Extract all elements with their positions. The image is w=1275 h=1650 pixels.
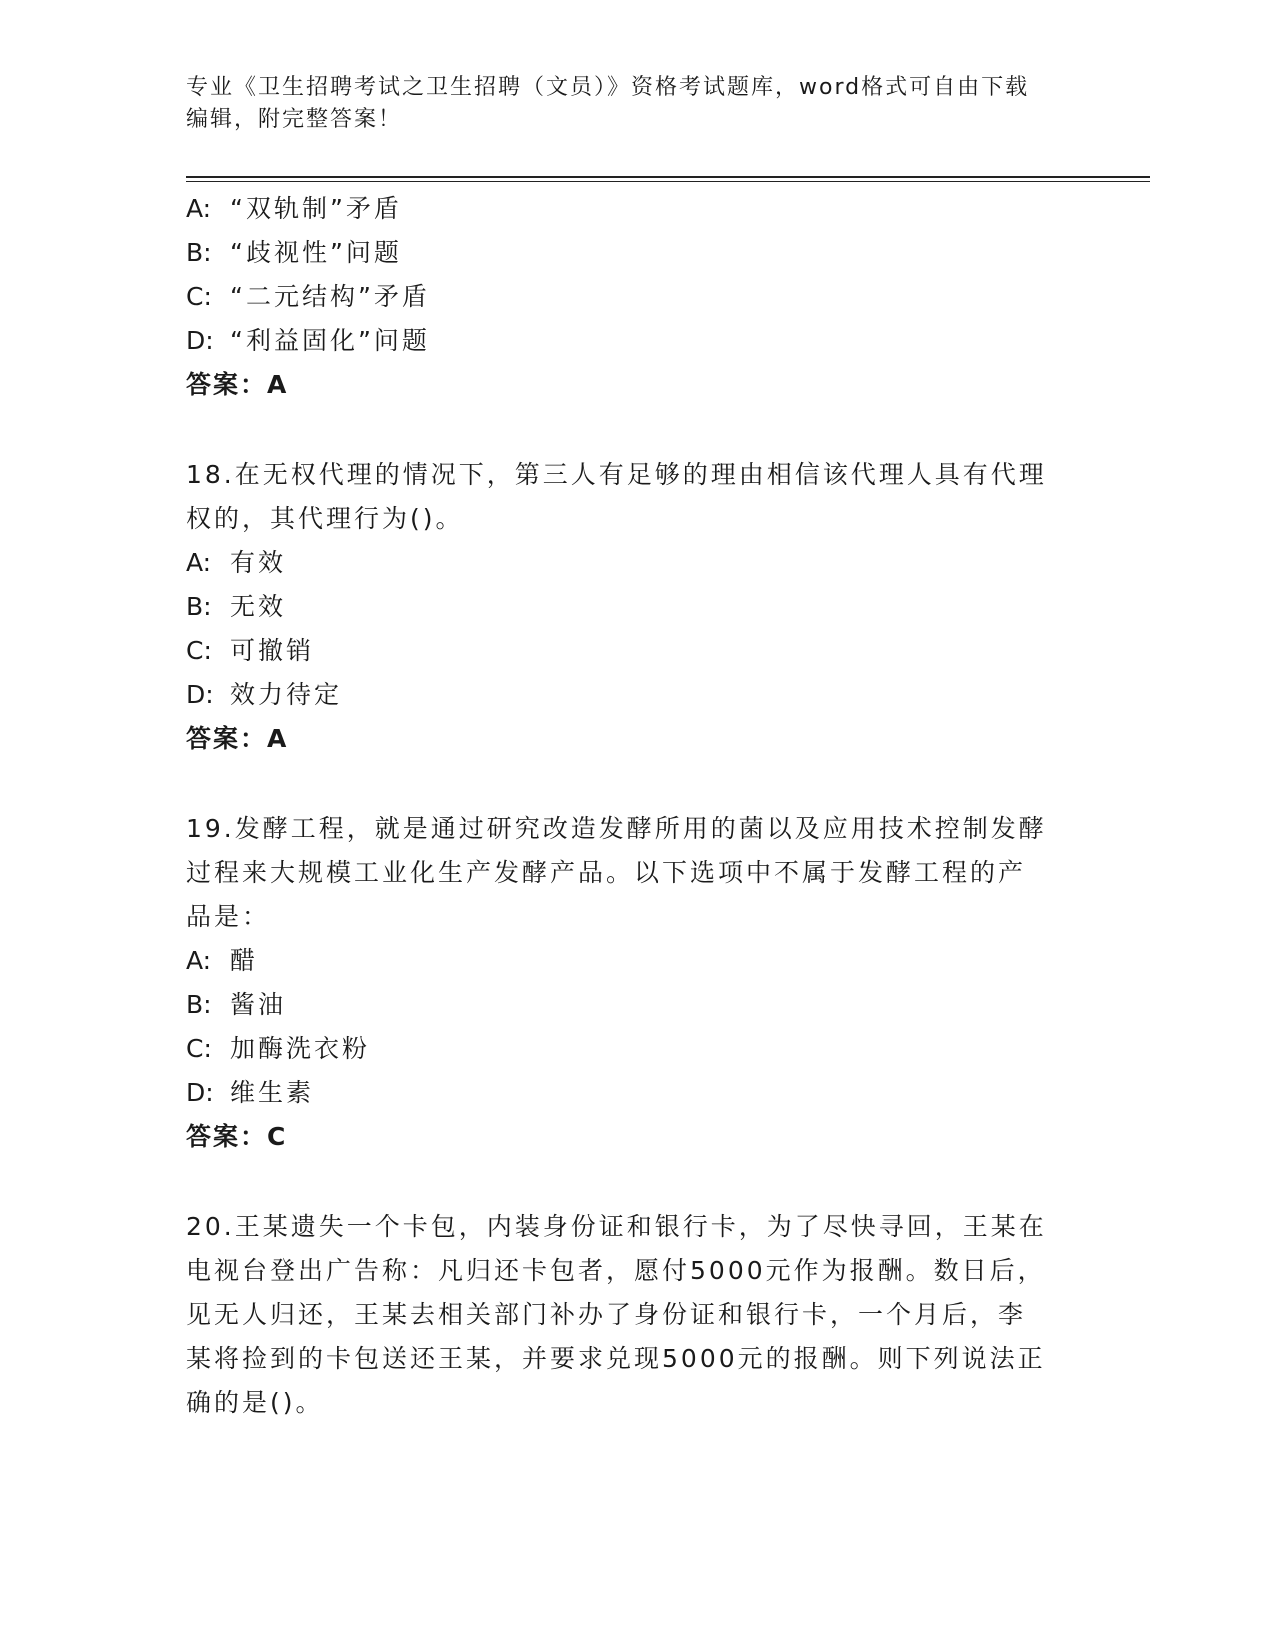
- header-divider-thick: [186, 176, 1150, 178]
- option-text: “双轨制”矛盾: [230, 194, 402, 223]
- option-line: [186, 584, 286, 630]
- option-line: [186, 938, 258, 984]
- document-header: [186, 72, 1086, 136]
- option-letter: C:: [186, 1034, 212, 1063]
- option-letter: A:: [186, 946, 212, 975]
- option-text: 维生素: [230, 1078, 315, 1107]
- question-stem-line: 18.在无权代理的情况下，第三人有足够的理由相信该代理人具有代理: [186, 460, 1047, 489]
- option-text: “利益固化”问题: [230, 326, 430, 355]
- question-stem-line: 某将捡到的卡包送还王某，并要求兑现5000元的报酬。则下列说法正: [186, 1344, 1046, 1373]
- option-line: [186, 540, 286, 586]
- question-stem-line: 20.王某遗失一个卡包，内装身份证和银行卡，为了尽快寻回，王某在: [186, 1212, 1047, 1241]
- answer-line: 答案：A: [186, 724, 289, 753]
- option-line: [186, 628, 314, 674]
- option-text: 无效: [230, 592, 287, 621]
- question-stem-line: 确的是()。: [186, 1388, 324, 1417]
- option-text: “歧视性”问题: [230, 238, 402, 267]
- option-text: 可撤销: [230, 636, 315, 665]
- question-stem-line: 19.发酵工程，就是通过研究改造发酵所用的菌以及应用技术控制发酵: [186, 814, 1047, 843]
- option-letter: D:: [186, 680, 214, 709]
- question-stem-line: 过程来大规模工业化生产发酵产品。以下选项中不属于发酵工程的产: [186, 858, 1027, 887]
- option-text: 酱油: [230, 990, 287, 1019]
- option-line: [186, 230, 402, 276]
- option-line: [186, 186, 402, 232]
- option-letter: D:: [186, 1078, 214, 1107]
- option-line: [186, 274, 430, 320]
- header-line-1: 专业《卫生招聘考试之卫生招聘（文员）》资格考试题库，word格式可自由下载: [186, 75, 1030, 100]
- option-letter: B:: [186, 592, 212, 621]
- answer-line: 答案：A: [186, 370, 289, 399]
- question-stem-line: 见无人归还，王某去相关部门补办了身份证和银行卡，一个月后，李: [186, 1300, 1027, 1329]
- option-letter: C:: [186, 636, 212, 665]
- option-line: [186, 672, 342, 718]
- option-text: “二元结构”矛盾: [230, 282, 430, 311]
- question-stem-line: 权的，其代理行为()。: [186, 504, 464, 533]
- header-line-2: 编辑，附完整答案！: [186, 107, 403, 132]
- option-text: 效力待定: [230, 680, 343, 709]
- option-line: [186, 982, 286, 1028]
- option-letter: B:: [186, 238, 212, 267]
- option-line: [186, 318, 430, 364]
- option-line: [186, 1070, 314, 1116]
- option-line: [186, 1026, 370, 1072]
- question-stem-line: 品是：: [186, 902, 271, 931]
- option-text: 加酶洗衣粉: [230, 1034, 371, 1063]
- option-text: 醋: [230, 946, 259, 975]
- header-divider-thin: [186, 181, 1150, 182]
- question-stem-line: 电视台登出广告称：凡归还卡包者，愿付5000元作为报酬。数日后，: [186, 1256, 1046, 1285]
- option-letter: C:: [186, 282, 212, 311]
- option-text: 有效: [230, 548, 287, 577]
- option-letter: B:: [186, 990, 212, 1019]
- option-letter: D:: [186, 326, 214, 355]
- option-letter: A:: [186, 194, 212, 223]
- answer-line: 答案：C: [186, 1122, 288, 1151]
- option-letter: A:: [186, 548, 212, 577]
